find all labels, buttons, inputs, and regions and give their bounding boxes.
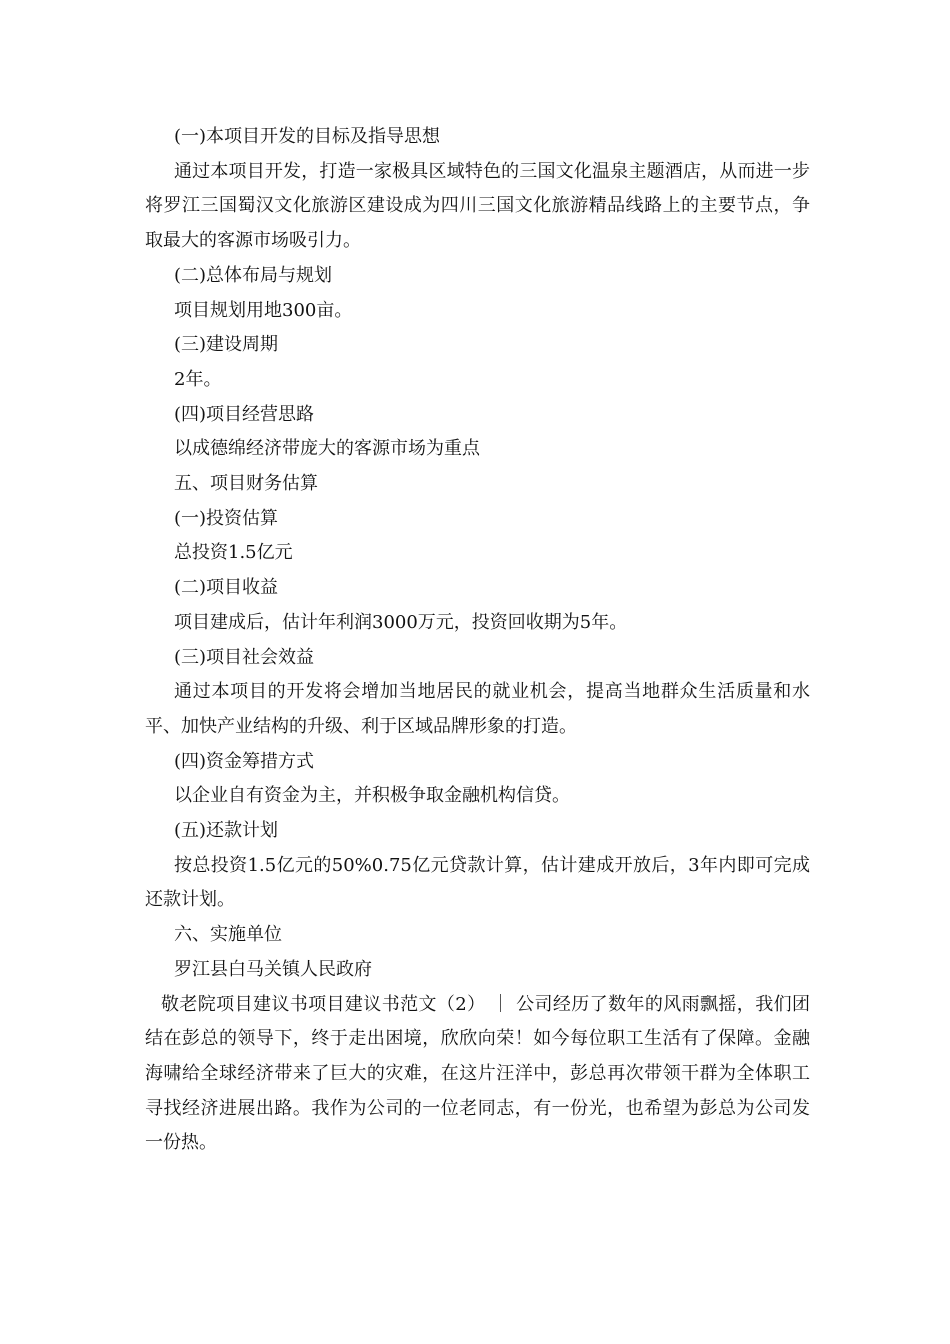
document-body bbox=[145, 120, 810, 1161]
paragraph-revenue: 项目建成后，估计年利润3000万元，投资回收期为5年。 bbox=[174, 611, 628, 633]
heading-operation: (四)项目经营思路 bbox=[174, 403, 315, 425]
heading-repayment: (五)还款计划 bbox=[174, 820, 279, 842]
paragraph-implementer: 罗江县白马关镇人民政府 bbox=[174, 958, 372, 980]
heading-goals: (一)本项目开发的目标及指导思想 bbox=[174, 126, 441, 147]
paragraph-funding: 以企业自有资金为主，并积极争取金融机构信贷。 bbox=[174, 785, 570, 807]
heading-layout: (二)总体布局与规划 bbox=[174, 264, 333, 286]
paragraph-construction-period: 2年。 bbox=[174, 368, 222, 390]
section-heading-finance: 五、项目财务估算 bbox=[174, 473, 318, 495]
paragraph-layout: 项目规划用地300亩。 bbox=[174, 299, 353, 321]
heading-funding: (四)资金筹措方式 bbox=[174, 750, 315, 772]
heading-construction-period: (三)建设周期 bbox=[174, 334, 279, 356]
paragraph-next-article: 敬老院项目建议书项目建议书范文（2） ｜ 公司经历了数年的风雨飘摇，我们团结在彭总的领导下，终于走出困境，欣欣向荣！如今每位职工生活有了保障。金融海啸给全球经济带来了巨大的灾难，在这片汪洋中，彭总再次带领干群为全体职工寻找经济进展出路。我作为公司的一位老同志，有一份光，也希望为彭总为公司发一份热。 bbox=[145, 993, 810, 1154]
heading-social-benefit: (三)项目社会效益 bbox=[174, 646, 315, 668]
paragraph-investment: 总投资1.5亿元 bbox=[174, 542, 293, 564]
heading-investment: (一)投资估算 bbox=[174, 507, 279, 529]
paragraph-social-benefit: 通过本项目的开发将会增加当地居民的就业机会，提高当地群众生活质量和水平、加快产业结构的升级、利于区域品牌形象的打造。 bbox=[145, 681, 810, 737]
section-heading-implementer: 六、实施单位 bbox=[174, 924, 282, 946]
heading-revenue: (二)项目收益 bbox=[174, 577, 279, 599]
paragraph-operation: 以成德绵经济带庞大的客源市场为重点 bbox=[174, 438, 480, 460]
paragraph-goals: 通过本项目开发，打造一家极具区域特色的三国文化温泉主题酒店，从而进一步将罗江三国蜀汉文化旅游区建设成为四川三国文化旅游精品线路上的主要节点，争取最大的客源市场吸引力。 bbox=[145, 160, 810, 252]
paragraph-repayment: 按总投资1.5亿元的50%0.75亿元贷款计算，估计建成开放后，3年内即可完成还款计划。 bbox=[145, 854, 810, 911]
